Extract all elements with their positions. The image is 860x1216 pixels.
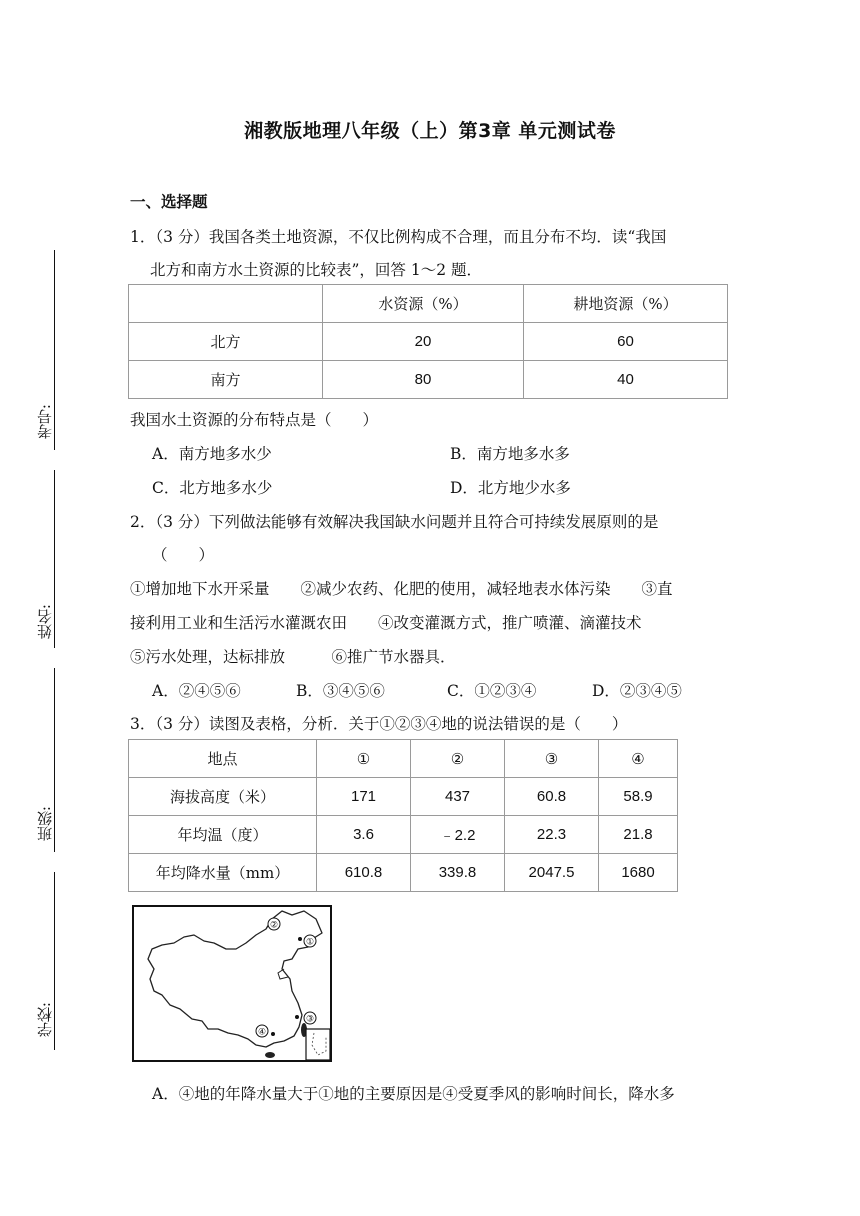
q1-table-cell: 南方: [129, 361, 323, 399]
section-heading: 一、选择题: [130, 193, 208, 211]
q2-option-c[interactable]: C．①②③④: [447, 682, 537, 700]
hainan-island: [265, 1052, 275, 1058]
q3-table-header-cell: ③: [505, 740, 599, 778]
binding-label-class: 班级:: [36, 806, 54, 842]
page-title: 湘教版地理八年级（上）第3章 单元测试卷: [244, 120, 616, 142]
binding-label-exam-no: 考号:: [36, 404, 54, 440]
q1-option-b[interactable]: B．南方地多水多: [450, 445, 570, 463]
q3-table-cell: 21.8: [599, 816, 678, 854]
q3-table-header-cell: 地点: [129, 740, 317, 778]
q2-line-3: ①增加地下水开采量 ②减少农药、化肥的使用，减轻地表水体污染 ③直: [130, 580, 673, 598]
q1-table: [128, 284, 728, 399]
q3-table-cell: 年均温（度）: [129, 816, 317, 854]
map-frame: [133, 906, 331, 1061]
south-sea-inset: [306, 1029, 330, 1060]
q1-line-1: 1．（3 分）我国各类土地资源，不仅比例构成不合理，而且分布不均．读“我国: [130, 228, 667, 246]
q1-option-c[interactable]: C．北方地多水少: [152, 479, 273, 497]
q3-option-a[interactable]: A．④地的年降水量大于①地的主要原因是④受夏季风的影响时间长，降水多: [152, 1085, 675, 1103]
q3-table-cell: 海拔高度（米）: [129, 778, 317, 816]
q2-line-1: 2．（3 分）下列做法能够有效解决我国缺水问题并且符合可持续发展原则的是: [130, 513, 659, 531]
map-marker-label: ③: [305, 1014, 315, 1025]
q3-table-cell: 171: [317, 778, 411, 816]
q3-table-header-cell: ②: [411, 740, 505, 778]
q3-table-cell: 339.8: [411, 854, 505, 892]
q1-option-d[interactable]: D．北方地少水多: [450, 479, 571, 497]
q1-table-cell: 20: [323, 323, 524, 361]
q3-table-cell: 1680: [599, 854, 678, 892]
q2-line-4: 接利用工业和生活污水灌溉农田 ④改变灌溉方式，推广喷灌、滴灌技术: [130, 614, 642, 632]
q1-table-header-cell: [129, 285, 323, 323]
q1-line-2: 北方和南方水土资源的比较表”，回答 1～2 题．: [150, 261, 483, 279]
location-dot-4: [271, 1032, 275, 1036]
q3-table-cell: 2047.5: [505, 854, 599, 892]
q1-table-cell: 北方: [129, 323, 323, 361]
q2-line-5: ⑤污水处理，达标排放 ⑥推广节水器具．: [130, 648, 456, 666]
q2-option-d[interactable]: D．②③④⑤: [592, 682, 682, 700]
q3-table-header-cell: ④: [599, 740, 678, 778]
q3-table-cell: ﹣2.2: [411, 816, 505, 854]
q1-table-header-cell: 水资源（%）: [323, 285, 524, 323]
q1-stem: 我国水土资源的分布特点是（ ）: [130, 411, 379, 429]
q3-table-cell: 年均降水量（mm）: [129, 854, 317, 892]
q3-table-cell: 58.9: [599, 778, 678, 816]
q1-table-cell: 80: [323, 361, 524, 399]
map-marker-label: ①: [305, 937, 315, 948]
q3-table: [128, 739, 678, 892]
q1-table-cell: 60: [524, 323, 728, 361]
binding-label-school: 学校:: [36, 1002, 54, 1038]
map-marker-label: ④: [257, 1027, 267, 1038]
q3-table-cell: 60.8: [505, 778, 599, 816]
binding-label-name: 姓名:: [36, 604, 54, 640]
q1-option-a[interactable]: A．南方地多水少: [152, 445, 272, 463]
q2-option-b[interactable]: B．③④⑤⑥: [296, 682, 385, 700]
q2-option-a[interactable]: A．②④⑤⑥: [152, 682, 241, 700]
q3-line-1: 3．（3 分）读图及表格，分析．关于①②③④地的说法错误的是（ ）: [130, 715, 628, 733]
q3-table-cell: 437: [411, 778, 505, 816]
location-dot-3: [295, 1015, 299, 1019]
q3-table-cell: 3.6: [317, 816, 411, 854]
map-marker-label: ②: [269, 920, 279, 931]
q1-table-header-cell: 耕地资源（%）: [524, 285, 728, 323]
q3-table-cell: 610.8: [317, 854, 411, 892]
location-dot-1: [298, 937, 302, 941]
q3-table-cell: 22.3: [505, 816, 599, 854]
china-map: [132, 905, 332, 1062]
q1-table-cell: 40: [524, 361, 728, 399]
q3-table-header-cell: ①: [317, 740, 411, 778]
q2-line-2: （ ）: [152, 546, 215, 564]
